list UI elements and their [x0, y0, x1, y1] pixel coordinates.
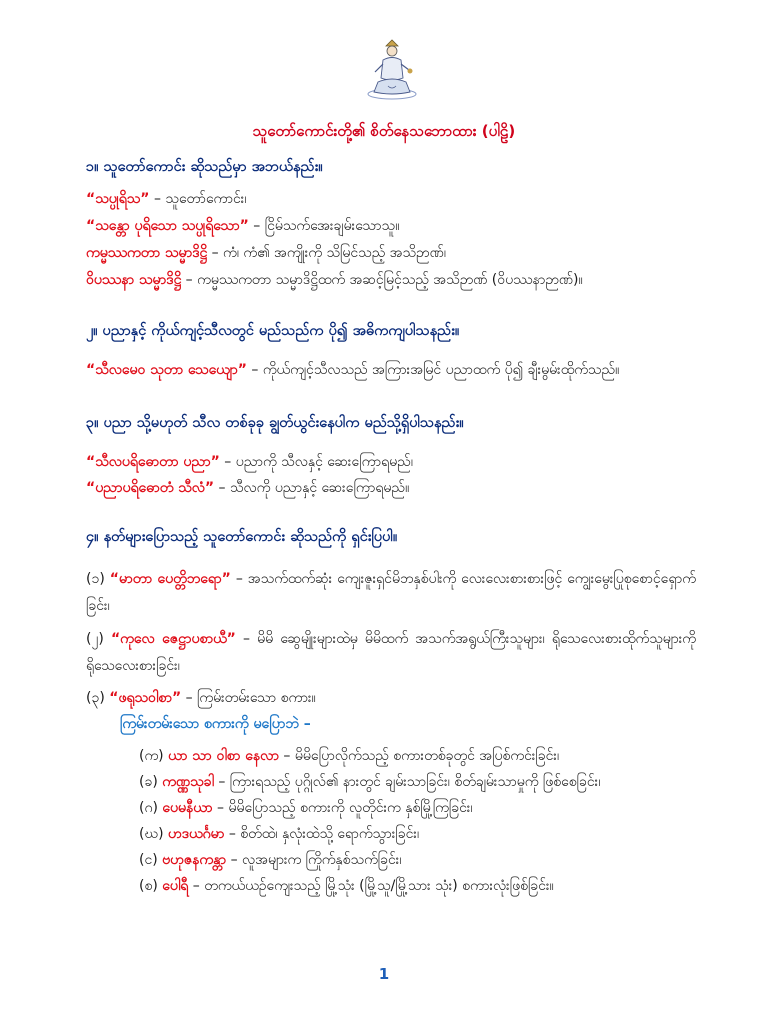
term: “သီလပရိဓောတာ ပညာ”	[86, 454, 220, 470]
section-4-item-1	[86, 566, 696, 620]
definition: – ပညာကို သီလနှင့် ဆေးကြောရမည်၊	[219, 454, 413, 470]
section-1-line-3	[86, 243, 446, 263]
term: ပေါရီ	[162, 878, 189, 894]
definition: – ကြားရသည့် ပုဂ္ဂိုလ်၏ နားတွင် ချမ်းသာခြင်း၊ စိတ်ချမ်းသာမှုကို ဖြစ်စေခြင်း၊	[213, 774, 601, 790]
page-number: 1	[378, 965, 390, 983]
section-3-line-2	[86, 478, 409, 498]
section-3-line-1	[86, 452, 413, 472]
term: “ဖရုသဝါစာ”	[109, 690, 182, 706]
section-3-heading: ၃။ ပညာ သို့မဟုတ် သီလ တစ်ခုခု ချွတ်ယွင်းနေပါက မည်သို့ရှိပါသနည်း။	[86, 415, 464, 431]
term: ပေမနီယာ	[162, 800, 213, 816]
definition: – ကြမ်းတမ်းသော စကား။	[181, 690, 316, 706]
definition: – ငြိမ်သက်အေးချမ်းသောသူ။	[248, 218, 400, 234]
definition: – ကိုယ်ကျင့်သီလသည် အကြားအမြင် ပညာထက် ပို၍ ချီးမွမ်းထိုက်သည်။	[246, 362, 620, 378]
sub-item-kha	[139, 772, 600, 793]
definition: – စိတ်ထဲ၊ နှလုံးထဲသို့ ရောက်သွားခြင်း၊	[224, 826, 420, 842]
document-title: သူတော်ကောင်းတို့၏ စိတ်နေသဘောထား (ပါဠိ)	[252, 122, 516, 140]
sub-item-number: (ဂ)	[139, 800, 158, 816]
seated-deity-icon	[366, 38, 418, 100]
sub-heading: ကြမ်းတမ်းသော စကားကို မပြောဘဲ –	[120, 716, 311, 732]
item-number: (၃)	[86, 690, 105, 706]
term: ဟဒယင်္ဂမာ	[168, 826, 225, 842]
term: “ပညာပရိဓောတံ သီလံ”	[86, 480, 215, 496]
section-1-line-1	[86, 189, 247, 209]
section-1-heading: ၁။ သူတော်ကောင်း ဆိုသည်မှာ အဘယ်နည်း။	[86, 159, 323, 175]
sub-item-number: (ဃ)	[139, 826, 164, 842]
term: ကဏ္ဏသုခါ	[162, 774, 214, 790]
section-4-item-2	[86, 626, 696, 680]
term: “သီလမေဝ သုတာ သေယျော”	[86, 362, 247, 378]
sub-item-gha	[139, 824, 419, 845]
section-1-line-4	[86, 270, 583, 290]
term: “သပ္ပုရိသ”	[86, 191, 150, 207]
sub-item-sa	[139, 876, 554, 897]
definition: – မိမိပြောသည့် စကားကို လူတိုင်းက နှစ်မြို့ကြခြင်း၊	[212, 800, 473, 816]
term: ကမ္မဿကတာ သမ္မာဒိဋ္ဌိ	[86, 245, 208, 261]
term: ယာ သာ ဝါစာ နေလာ	[168, 748, 279, 764]
definition: – မိမိ ဆွေမျိုးများထဲမှ မိမိထက် အသက်အရွယ်ကြီးသူများ၊ ရိုသေလေးစားထိုက်သူများကို ရိုသေလေးစားခြင်း၊	[86, 631, 696, 674]
definition: – တကယ်ယဉ်ကျေးသည့် မြို့သုံး (မြို့သူ/မြို့သား သုံး) စကားလုံးဖြစ်ခြင်း။	[188, 878, 554, 894]
sub-item-number: (က)	[139, 748, 164, 764]
item-number: (၁)	[86, 571, 105, 587]
sub-item-number: (ခ)	[139, 774, 158, 790]
definition: – ကမ္မဿကတာ သမ္မာဒိဋ္ဌိထက် အဆင့်မြင့်သည့် အသိဉာဏ် (ဝိပဿနာဉာဏ်)။	[181, 272, 583, 288]
sub-item-ka	[139, 746, 559, 767]
definition: – ကံ၊ ကံ၏ အကျိုးကို သိမြင်သည့် အသိဉာဏ်၊	[207, 245, 446, 261]
term: ဝိပဿနာ သမ္မာဒိဋ္ဌိ	[86, 272, 182, 288]
sub-item-ga	[139, 798, 473, 819]
section-2-heading: ၂။ ပညာနှင့် ကိုယ်ကျင့်သီလတွင် မည်သည်က ပို၍ အဓိကကျပါသနည်း။	[86, 323, 460, 339]
section-2-line-1	[86, 360, 619, 380]
term: ဗဟုဇနကန္တာ	[162, 852, 227, 868]
item-number: (၂)	[86, 631, 104, 647]
definition: – မိမိပြောလိုက်သည့် စကားတစ်ခုတွင် အပြစ်ကင်းခြင်း၊	[278, 748, 560, 764]
term: “ကုလေ ဇေဋ္ဌာပစာယီ”	[110, 631, 236, 647]
sub-item-number: (စ)	[139, 878, 158, 894]
section-4-item-3	[86, 688, 316, 708]
section-4-heading: ၄။ နတ်များပြောသည့် သူတော်ကောင်း ဆိုသည်ကို ရှင်းပြပါ။	[86, 529, 398, 545]
definition: – အသက်ထက်ဆုံး ကျေးဇူးရှင်မိဘနှစ်ပါးကို လေးလေးစားစားဖြင့် ကျွေးမွေးပြုစုစောင့်ရှောက်ခြင်း၊	[86, 571, 697, 614]
sub-item-number: (င)	[139, 852, 158, 868]
definition: – လူအများက ကြိုက်နှစ်သက်ခြင်း၊	[226, 852, 402, 868]
definition: – သီလကို ပညာနှင့် ဆေးကြောရမည်။	[214, 480, 410, 496]
term: “သန္တော ပုရိသော သပ္ပုရိသော”	[86, 218, 249, 234]
section-1-line-2	[86, 216, 399, 236]
sub-item-nga	[139, 850, 402, 871]
term: “မာတာ ပေတ္တိဘရော”	[109, 571, 231, 587]
definition: – သူတော်ကောင်း၊	[149, 191, 247, 207]
